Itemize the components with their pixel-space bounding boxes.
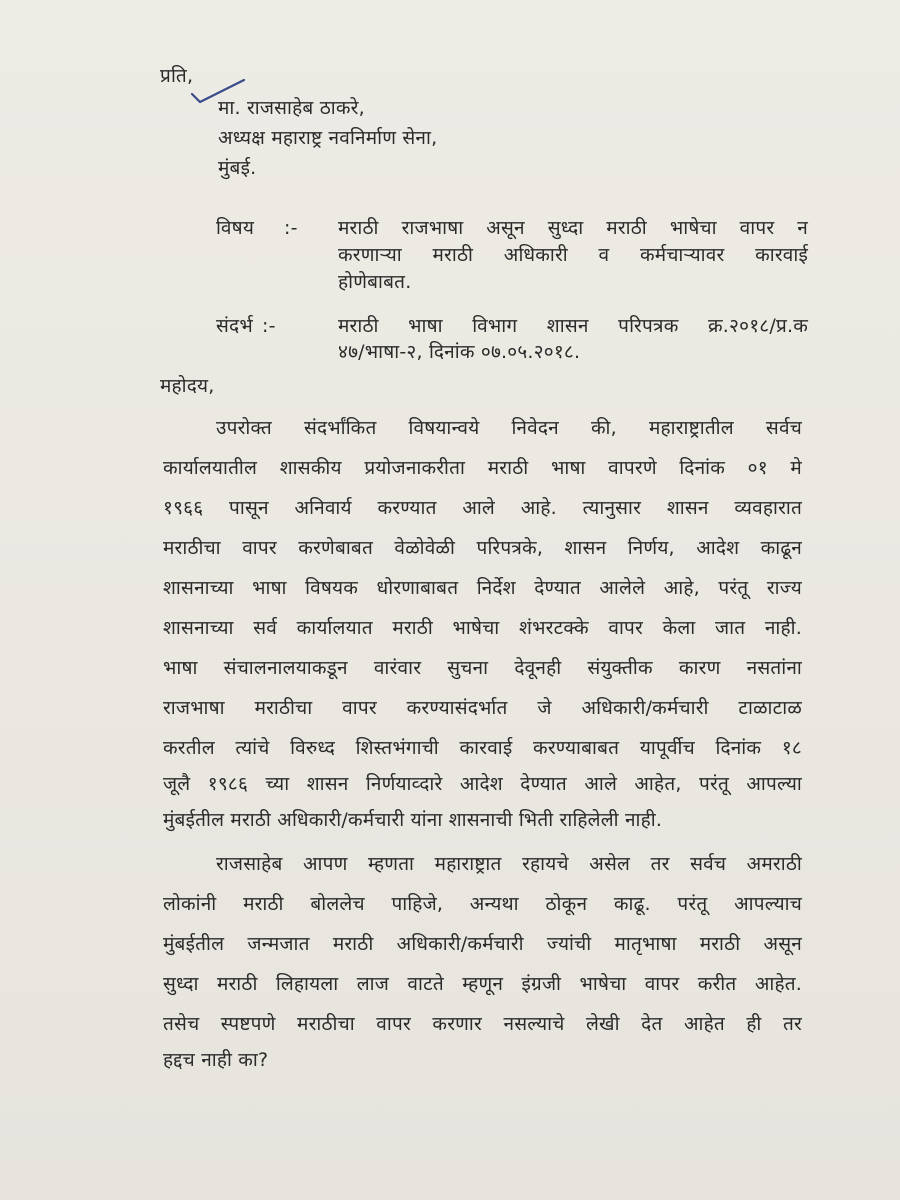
body-line: सुध्दा मराठी लिहायला लाज वाटते म्हणून इंग्रजी भाषेचा वापर करीत आहेत. bbox=[163, 973, 802, 995]
subject-separator: :- bbox=[284, 217, 298, 239]
body-line: १९६६ पासून अनिवार्य करण्यात आले आहे. त्यानुसार शासन व्यवहारात bbox=[163, 497, 802, 519]
body-line: कार्यालयातील शासकीय प्रयोजनाकरीता मराठी भाषा वापरणे दिनांक ०१ मे bbox=[163, 457, 802, 479]
body-line: मराठीचा वापर करणेबाबत वेळोवेळी परिपत्रके, शासन निर्णय, आदेश काढून bbox=[163, 537, 802, 559]
reference-line: मराठी भाषा विभाग शासन परिपत्रक क्र.२०१८/प्र.क bbox=[338, 315, 808, 337]
reference-line: ४७/भाषा-२, दिनांक ०७.०५.२०१८. bbox=[338, 341, 581, 363]
body-line: मुंबईतील मराठी अधिकारी/कर्मचारी यांना शासनाची भिती राहिलेली नाही. bbox=[163, 809, 663, 831]
body-line: जूलै १९८६ च्या शासन निर्णयाव्दारे आदेश देण्यात आले आहेत, परंतू आपल्या bbox=[163, 773, 802, 795]
recipient-designation: अध्यक्ष महाराष्ट्र नवनिर्माण सेना, bbox=[218, 127, 438, 149]
subject-line: होणेबाबत. bbox=[338, 271, 412, 293]
body-line: शासनाच्या सर्व कार्यालयात मराठी भाषेचा शंभरटक्के वापर केला जात नाही. bbox=[163, 617, 802, 639]
body-line: करतील त्यांचे विरुध्द शिस्तभंगाची कारवाई करण्याबाबत यापूर्वीच दिनांक १८ bbox=[163, 737, 802, 759]
body-line: मुंबईतील जन्मजात मराठी अधिकारी/कर्मचारी ज्यांची मातृभाषा मराठी असून bbox=[163, 933, 802, 955]
body-line: लोकांनी मराठी बोललेच पाहिजे, अन्यथा ठोकून काढू. परंतू आपल्याच bbox=[163, 893, 802, 915]
body-line: उपरोक्त संदर्भांकित विषयान्वये निवेदन की, महाराष्ट्रातील सर्वच bbox=[216, 417, 802, 439]
reference-separator: :- bbox=[262, 315, 276, 337]
recipient-name: मा. राजसाहेब ठाकरे, bbox=[218, 97, 365, 119]
body-line: राजभाषा मराठीचा वापर करण्यासंदर्भात जे अधिकारी/कर्मचारी टाळाटाळ bbox=[163, 697, 802, 719]
body-line: तसेच स्पष्टपणे मराठीचा वापर करणार नसल्याचे लेखी देत आहेत ही तर bbox=[163, 1013, 802, 1035]
body-line: भाषा संचालनालयाकडून वारंवार सुचना देवूनही संयुक्तीक कारण नसतांना bbox=[163, 657, 802, 679]
subject-line: करणाऱ्या मराठी अधिकारी व कर्मचाऱ्यावर कारवाई bbox=[338, 244, 808, 266]
salutation-to: प्रति, bbox=[160, 65, 194, 87]
subject-line: मराठी राजभाषा असून सुध्दा मराठी भाषेचा वापर न bbox=[338, 217, 808, 239]
body-line: हद्दच नाही का? bbox=[163, 1049, 269, 1071]
reference-label: संदर्भ bbox=[216, 315, 253, 337]
body-line: राजसाहेब आपण म्हणता महाराष्ट्रात रहायचे असेल तर सर्वच अमराठी bbox=[216, 853, 802, 875]
greeting: महोदय, bbox=[160, 375, 215, 397]
subject-label: विषय bbox=[216, 217, 255, 239]
recipient-city: मुंबई. bbox=[218, 157, 257, 179]
body-line: शासनाच्या भाषा विषयक धोरणाबाबत निर्देश देण्यात आलेले आहे, परंतू राज्य bbox=[163, 577, 802, 599]
